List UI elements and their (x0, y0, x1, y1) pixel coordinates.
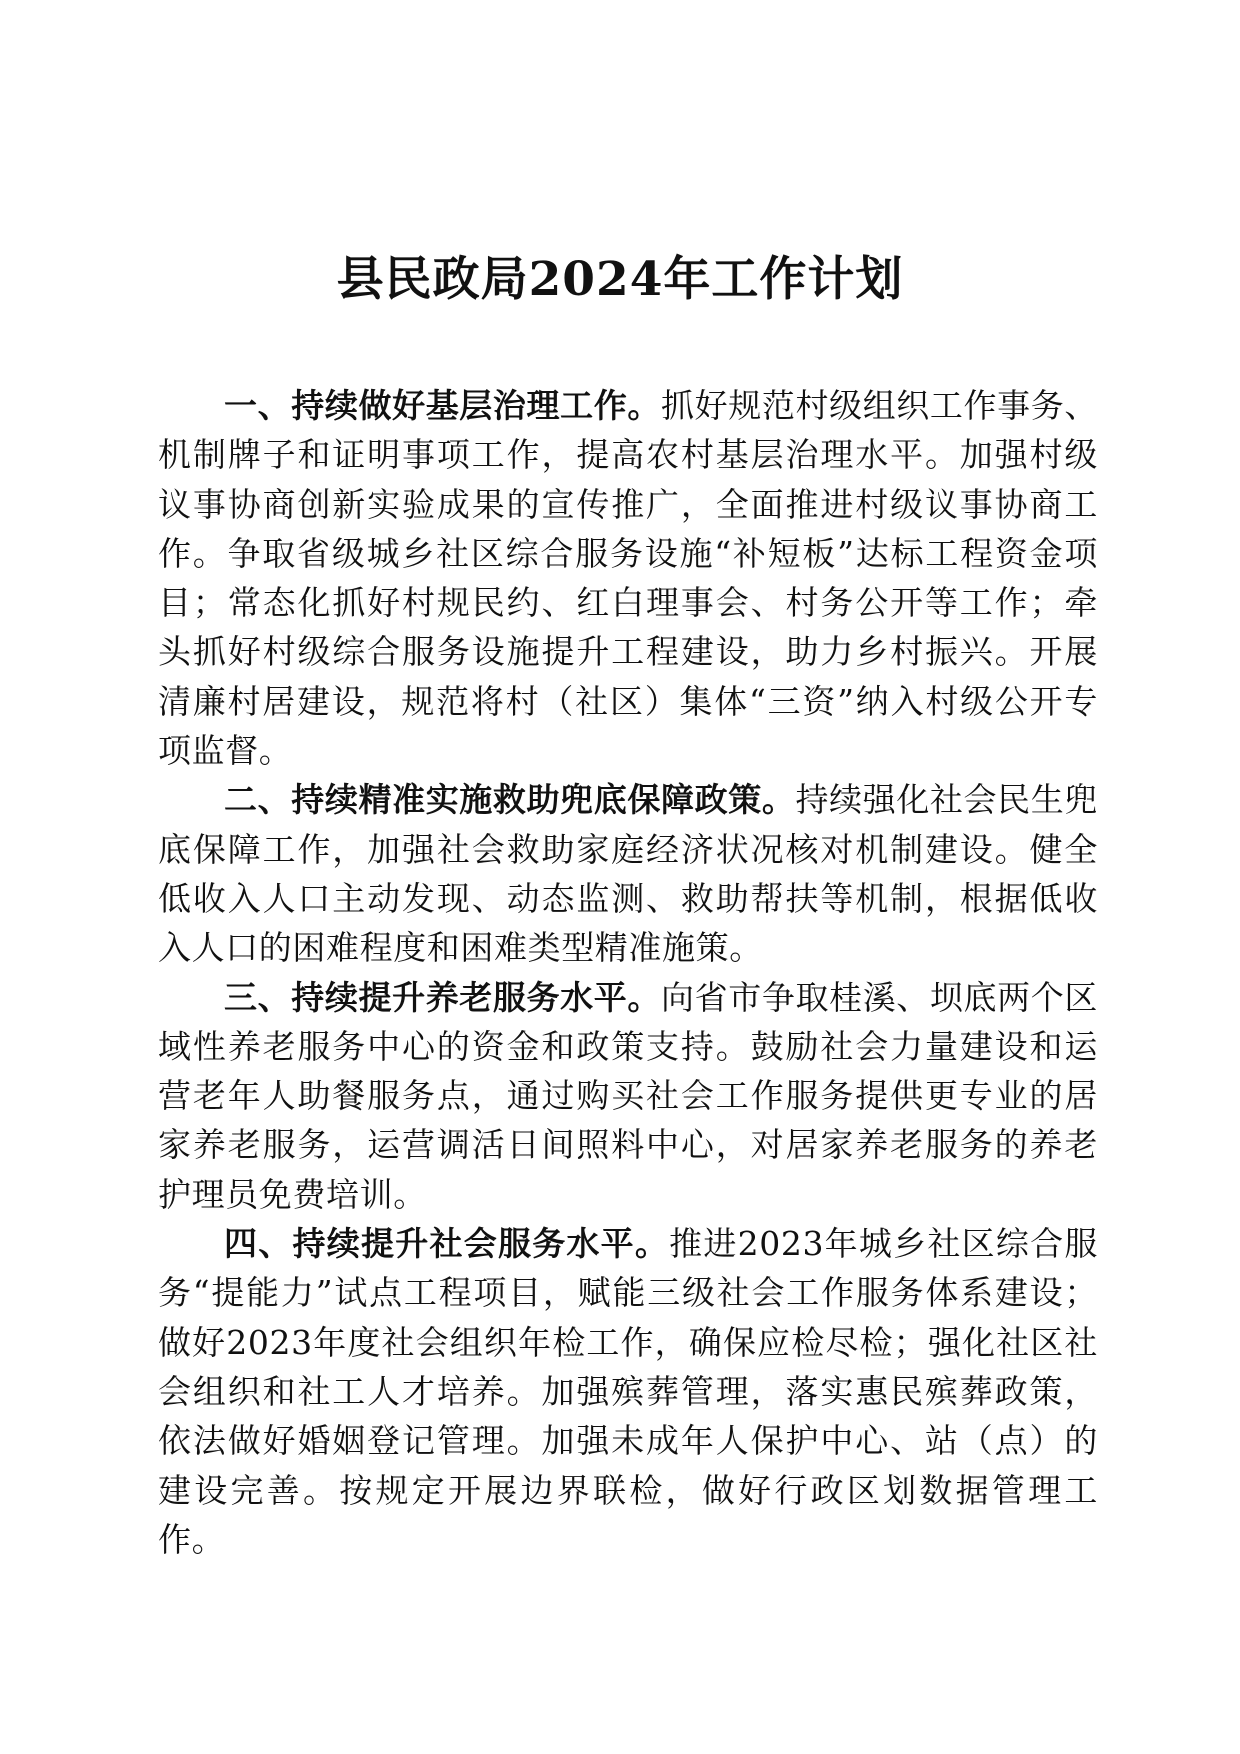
section-3-paragraph (158, 973, 1098, 1219)
section-3-body: 向省市争取桂溪、坝底两个区域性养老服务中心的资金和政策支持。鼓励社会力量建设和运营老年人助餐服务点，通过购买社会工作服务提供更专业的居家养老服务，运营调活日间照料中心，对居家养老服务的养老护理员免费培训。 (158, 977, 1098, 1214)
section-4-heading: 四、持续提升社会服务水平。 (224, 1224, 670, 1264)
section-3-heading: 三、持续提升养老服务水平。 (224, 977, 661, 1017)
document-title: 县民政局2024年工作计划 (336, 252, 904, 307)
section-4-body: 推进2023年城乡社区综合服务“提能力”试点工程项目，赋能三级社会工作服务体系建设；做好2023年度社会组织年检工作，确保应检尽检；强化社区社会组织和社工人才培养。加强殡葬管理，落实惠民殡葬政策，依法做好婚姻登记管理。加强未成年人保护中心、站（点）的建设完善。按规定开展边界联检，做好行政区划数据管理工作。 (158, 1224, 1098, 1559)
section-2-heading: 二、持续精准实施救助兜底保障政策。 (224, 780, 796, 820)
section-2-body: 持续强化社会民生兜底保障工作，加强社会救助家庭经济状况核对机制建设。健全低收入人口主动发现、动态监测、救助帮扶等机制，根据低收入人口的困难程度和困难类型精准施策。 (158, 780, 1098, 968)
section-1-body: 抓好规范村级组织工作事务、机制牌子和证明事项工作，提高农村基层治理水平。加强村级议事协商创新实验成果的宣传推广，全面推进村级议事协商工作。争取省级城乡社区综合服务设施“补短板”达标工程资金项目；常态化抓好村规民约、红白理事会、村务公开等工作；牵头抓好村级综合服务设施提升工程建设，助力乡村振兴。开展清廉村居建设，规范将村（社区）集体“三资”纳入村级公开专项监督。 (158, 386, 1098, 771)
section-1-heading: 一、持续做好基层治理工作。 (224, 386, 661, 425)
section-4-paragraph (158, 1219, 1098, 1564)
section-2-paragraph (158, 775, 1098, 972)
document-body (158, 381, 1098, 1564)
section-1-paragraph (158, 381, 1098, 775)
